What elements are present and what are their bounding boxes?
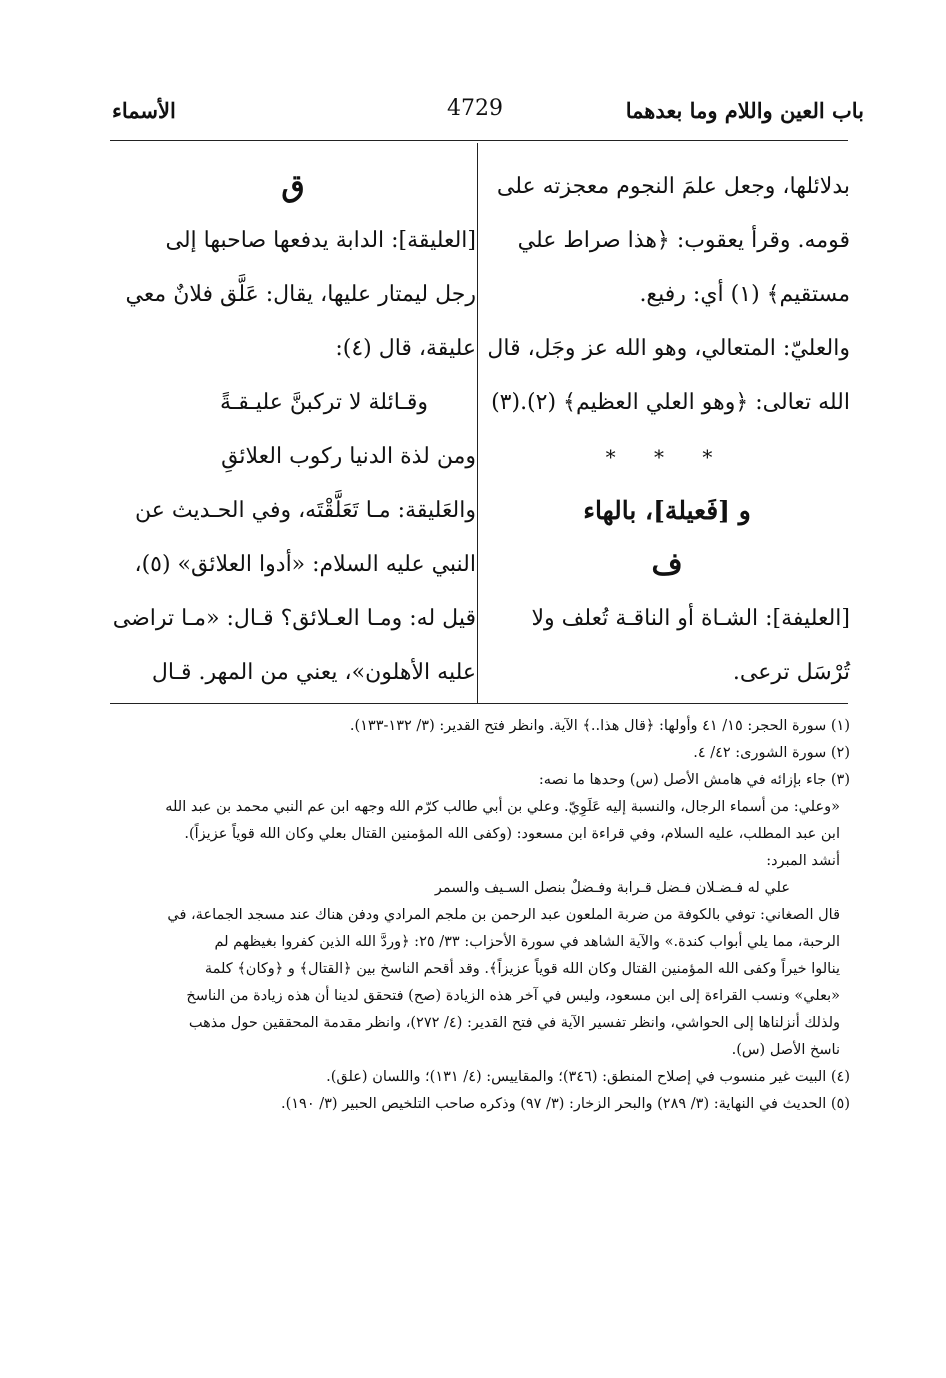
text-line: والعليّ: المتعالي، وهو الله عز وجَل، قال: [487, 336, 850, 361]
letter-heading: ف: [651, 547, 683, 582]
footnote-continuation: قال الصغاني: توفي بالكوفة من ضربة الملعون عبد الرحمن بن ملجم المرادي ودفن هناك عند مسجد الجماعة، في: [167, 907, 840, 923]
footnote: (١) سورة الحجر: ١٥/ ٤١ وأولها: ﴿قال هذا..﴾ الآية. وانظر فتح القدير: (٣/ ١٣٢-١٣٣).: [349, 718, 850, 734]
text-line: [العليقة]: الدابة يدفعها صاحبها إلى: [165, 228, 476, 253]
page-number: 4729: [447, 96, 503, 121]
footnote: (٤) البيت غير منسوب في إصلاح المنطق: (٣٤٦)؛ والمقاييس: (٤/ ١٣١)؛ واللسان (علق).: [326, 1069, 850, 1085]
column-divider: [477, 143, 478, 703]
footnotes: [106, 713, 850, 1118]
footnote-continuation: ناسخ الأصل (س).: [731, 1042, 840, 1058]
letter-heading: ق: [281, 169, 305, 204]
footnote-continuation: «وعلي: من أسماء الرجال، والنسبة إليه عَلَوِيّ. وعلي بن أبي طالب كرّم الله وجهه ابن عم النبي محمد بن عبد الله: [165, 799, 840, 815]
text-line: الله تعالى: ﴿وهو العلي العظيم﴾ (٢).(٣): [491, 390, 850, 415]
text-line: النبي عليه السلام: «أدوا العلائق» (٥)،: [134, 552, 476, 577]
footnote-continuation: ينالوا خيراً وكفى الله المؤمنين القتال وكان الله قوياً عزيزاً﴾. وقد أقحم الناسخ بين ﴿القتال﴾ و ﴿وكان﴾ كلمة: [204, 961, 840, 977]
section-title: الأسماء: [112, 98, 176, 123]
text-line: قيل له: ومـا العـلائق؟ قـال: «مـا تراضى: [112, 606, 476, 631]
footnote: (٥) الحديث في النهاية: (٣/ ٢٨٩) والبحر الزخار: (٣/ ٩٧) وذكره صاحب التلخيص الحبير (٣/ ١٩٠).: [280, 1096, 850, 1112]
footnote-rule: [110, 703, 848, 704]
text-line: عليه الأهلون»، يعني من المهر. قـال: [151, 660, 476, 685]
verse-line: وقـائلة لا تركبنَّ عليـقـةً: [219, 390, 428, 415]
verse-line: ومن لذة الدنيا ركوب العلائقِ: [221, 444, 476, 469]
footnote-continuation: أنشد المبرد:: [766, 853, 840, 869]
text-line: رجل ليمتار عليها، يقال: عَلَّق فلانٌ معي: [125, 282, 476, 307]
right-column: [484, 160, 850, 700]
left-column: [110, 160, 476, 700]
text-line: قومه. وقرأ يعقوب: ﴿هذا صراط علي: [517, 228, 850, 253]
section-separator-stars: * * *: [605, 445, 729, 469]
text-line: والعَليقة: مـا تَعَلَّقْتَه، وفي الحـديث عن: [135, 498, 476, 523]
chapter-title: باب العين واللام وما بعدهما: [625, 98, 864, 123]
header-rule: [110, 140, 848, 141]
footnote-continuation: ابن عبد المطلب، عليه السلام، وفي قراءة ابن مسعود: (وكفى الله المؤمنين القتال بعلي وكان الله قوياً عزيزاً).: [184, 826, 840, 842]
text-line: [العليفة]: الشـاة أو الناقـة تُعلف ولا: [531, 606, 850, 631]
text-line: مستقيم﴾ (١) أي: رفيع.: [639, 282, 850, 307]
footnote-verse: علي له فـضـلان فـضل قـرابة وفـضلٌ بنصل السـيف والسمر: [434, 880, 790, 896]
footnote: (٣) جاء بإزائه في هامش الأصل (س) وحدها ما نصه:: [538, 772, 850, 788]
footnote-continuation: «بعلي» ونسب القراءة إلى ابن مسعود، وليس في آخر هذه الزيادة (صح) فتحقق لدينا أن هذه زيادة من الناسخ: [186, 988, 840, 1004]
text-line: عليقة، قال (٤):: [335, 336, 476, 361]
pattern-heading: و [فَعيلة]، بالهاء: [583, 496, 751, 525]
footnote-continuation: ولذلك أنزلناها إلى الحواشي، وانظر تفسير الآية في فتح القدير: (٤/ ٢٧٢)، وانظر مقدمة المحققين حول مذهب: [188, 1015, 840, 1031]
footnote: (٢) سورة الشورى: ٤٢/ ٤.: [693, 745, 850, 761]
footnote-continuation: الرحبة، مما يلي أبواب كندة.» والآية الشاهد في سورة الأحزاب: ٣٣/ ٢٥: ﴿وردَّ الله الذين كفروا بغيظهم لم: [214, 934, 840, 950]
text-line: بدلائلها، وجعل علمَ النجوم معجزته على: [496, 174, 850, 199]
text-line: تُرْسَل ترعى.: [732, 660, 850, 685]
